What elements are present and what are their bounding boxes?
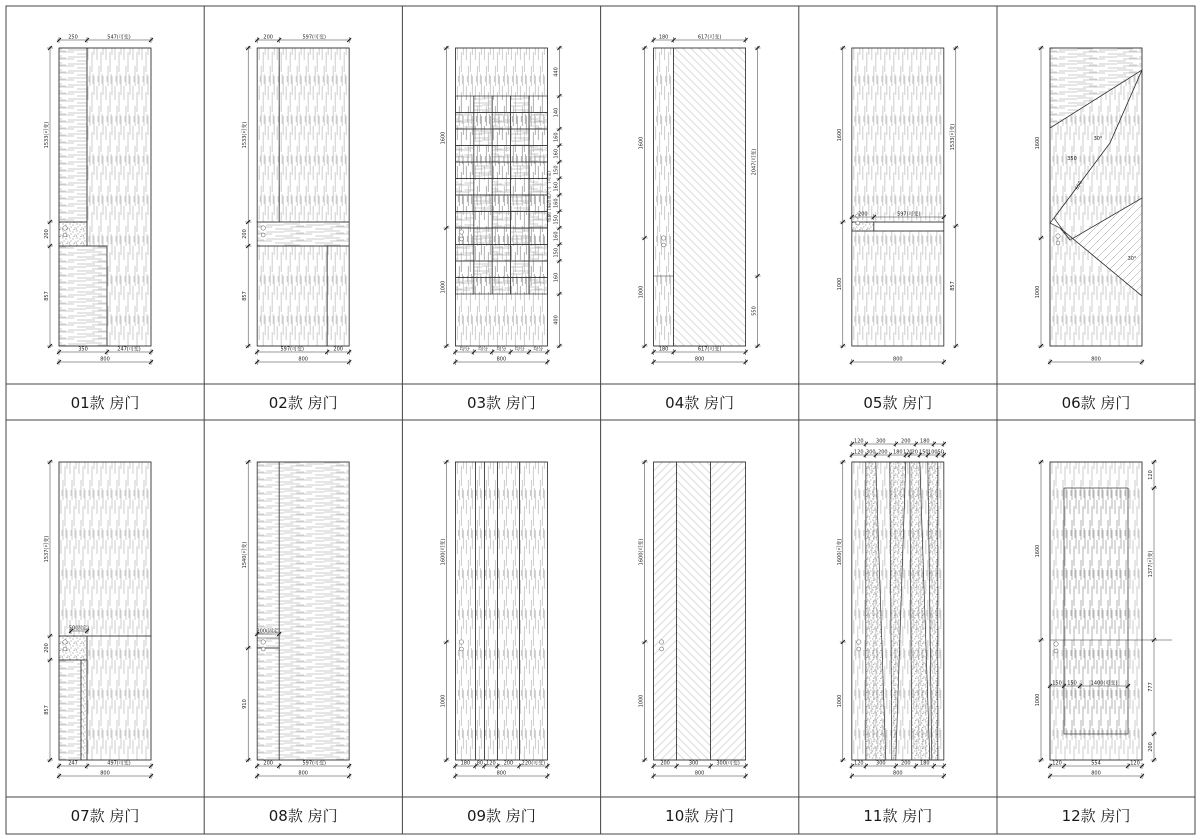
checker-tile (492, 195, 510, 212)
vertical-strip (475, 462, 484, 760)
dimension-label: 800 (496, 770, 507, 777)
dimension-label: 30° (1127, 256, 1137, 262)
lower-panel (852, 231, 944, 346)
dimension-label: 350 (78, 346, 88, 353)
dimension-label: 50(固定) (68, 625, 90, 632)
dimension-label: 160 (553, 231, 560, 242)
dimension-label: 1600(可变) (836, 538, 843, 566)
checker-tile (455, 129, 473, 146)
dimension-label: 20 (911, 449, 918, 456)
dimension-label: 均分 (496, 346, 507, 353)
dimension-label: 120 (1148, 470, 1154, 480)
panel-area (279, 48, 349, 222)
vertical-strip (497, 462, 519, 760)
dimension-label: 100 (928, 449, 938, 456)
dimension-label: 180 (658, 34, 669, 41)
vertical-strip (519, 462, 547, 760)
door-lock-icon (459, 647, 463, 651)
dimension-label: 1000 (638, 694, 645, 708)
door-handle-icon (261, 226, 265, 230)
dimension-label: 120 (486, 760, 496, 767)
door-caption-02: 02款 房门 (268, 394, 338, 412)
dimension-label: 2047(可变) (751, 148, 758, 176)
dimension-label: 800 (298, 356, 308, 363)
dimension-label: 1600 (1035, 544, 1041, 558)
dimension-label: 120 (854, 449, 864, 456)
dimension-label: 均分 (533, 346, 544, 353)
door-drawing-11 (836, 439, 946, 780)
dimension-label: 300(可变) (716, 760, 740, 767)
lower-left-panel (257, 648, 279, 760)
checker-tile (455, 245, 473, 262)
checker-tile (474, 129, 492, 146)
dimension-label: 1537(可变) (44, 535, 50, 563)
panel-area (59, 48, 87, 222)
dimension-label: 80 (476, 760, 484, 767)
dimension-label: 200 (901, 760, 911, 767)
dimension-label: 247(可变) (117, 346, 141, 353)
checker-tile (474, 278, 492, 295)
checker-tile (511, 278, 529, 295)
checker-tile (455, 162, 473, 179)
dimension-label: 180 (920, 438, 930, 445)
dimension-label: 800 (298, 770, 308, 777)
checker-tile (492, 228, 510, 245)
door-drawing-02 (241, 34, 351, 366)
door-caption-07: 07款 房门 (70, 807, 140, 825)
dimension-label: 200 (44, 643, 50, 653)
dimension-label: 120 (854, 438, 864, 445)
checker-tile (511, 179, 529, 196)
dimension-label: 200 (660, 760, 670, 767)
checker-tile (529, 179, 547, 196)
checker-tile (511, 261, 529, 278)
door-handle-icon (661, 236, 665, 240)
dimension-label: 1377(可变) (1148, 550, 1154, 578)
dimension-label: 1600 (440, 131, 447, 145)
door-caption-05: 05款 房门 (863, 394, 933, 412)
dimension-label: 150 (553, 165, 560, 176)
door-handle-icon (459, 230, 463, 234)
checker-tile (529, 228, 547, 245)
dimension-label: 350 (1067, 156, 1077, 162)
checker-tile (529, 245, 547, 262)
dimension-label: 220(可变) (521, 760, 546, 767)
dimension-label: 均分 (477, 346, 489, 353)
dimension-label: 200 (858, 211, 868, 218)
dimension-label: 300 (688, 760, 699, 767)
vertical-note: 根据门扇高度尺寸（可变） (547, 168, 553, 222)
door-handle-icon (1054, 642, 1058, 646)
door-handle-icon (1056, 234, 1060, 238)
dimension-label: 440 (553, 67, 560, 77)
dimension-label: 200 (901, 438, 911, 445)
panel-area (257, 48, 279, 222)
checker-tile (529, 96, 547, 113)
upper-left-panel (257, 462, 279, 648)
door-caption-11: 11款 房门 (863, 807, 933, 825)
dimension-label: 200 (333, 346, 343, 353)
door-lock-icon (261, 233, 265, 237)
door-caption-12: 12款 房门 (1061, 807, 1131, 825)
dimension-label: 800 (893, 770, 903, 777)
checker-tile (492, 146, 510, 163)
dimension-label: 180 (460, 760, 471, 767)
side-stile (654, 48, 674, 346)
checker-tile (474, 146, 492, 163)
dimension-label: 120 (903, 449, 913, 456)
door-drawing-08 (241, 460, 351, 779)
dimension-label: 800 (1091, 356, 1101, 363)
dimension-label: 120 (1130, 760, 1140, 767)
dimension-label: 150 (553, 214, 560, 225)
panel-area (257, 246, 327, 346)
door-handle-icon (261, 640, 265, 644)
door-lock-icon (1056, 241, 1060, 245)
checker-tile (474, 245, 492, 262)
dimension-label: 857 (242, 291, 249, 301)
dimension-label: 1533(可变) (242, 121, 249, 149)
checker-tile (492, 129, 510, 146)
checker-tile (492, 245, 510, 262)
checker-tile (492, 96, 510, 113)
door-caption-09: 09款 房门 (466, 807, 536, 825)
door-lock-icon (63, 647, 67, 651)
door-drawing-01 (43, 34, 153, 366)
door-drawing-05 (837, 46, 959, 365)
upper-panel (852, 48, 944, 222)
checker-tile (474, 96, 492, 113)
stone-inlay (852, 222, 874, 231)
dimension-label: 617(可变) (697, 346, 722, 353)
dimension-label: 200 (263, 760, 273, 767)
dimension-label: 247 (68, 760, 78, 767)
right-panel (87, 636, 151, 760)
panel-area (327, 246, 349, 346)
vertical-strip (484, 462, 497, 760)
dimension-label: 150 (553, 247, 560, 258)
door-caption-04: 04款 房门 (665, 394, 735, 412)
checker-tile (455, 96, 473, 113)
dimension-label: 300 (876, 438, 886, 445)
lower-left-panel (59, 660, 81, 760)
vertical-strip (455, 462, 475, 760)
dimension-label: 617(可变) (697, 34, 722, 41)
dimension-label: 200 (44, 229, 50, 239)
door-caption-01: 01款 房门 (70, 394, 140, 412)
checker-tile (529, 278, 547, 295)
dimension-label: 800 (100, 356, 110, 363)
stone-strip (81, 660, 87, 760)
checker-tile (529, 195, 547, 212)
door-lock-icon (63, 233, 67, 237)
dimension-label: 1000 (440, 280, 447, 294)
checker-tile (511, 113, 529, 130)
checker-tile (529, 129, 547, 146)
door-handle-icon (63, 640, 67, 644)
dimension-label: 857 (44, 291, 50, 301)
checker-tile (511, 162, 529, 179)
dimension-label: 554 (1091, 760, 1101, 767)
checker-tile (529, 261, 547, 278)
dimension-label: 50 (937, 449, 944, 456)
checker-tile (455, 261, 473, 278)
door-handle-icon (857, 640, 861, 644)
checker-tile (511, 228, 529, 245)
dimension-label: 800 (694, 770, 705, 777)
herringbone-strip (677, 462, 711, 760)
dimension-label: 1000 (1035, 693, 1041, 707)
dimension-label: 857 (44, 705, 50, 715)
door-caption-03: 03款 房门 (466, 394, 536, 412)
dimension-label: 160 (553, 148, 560, 159)
dimension-label: 400 (553, 315, 560, 325)
dimension-label: 777 (1148, 682, 1154, 692)
dimension-label: 均分 (514, 346, 525, 353)
dimension-label: 550 (751, 306, 758, 316)
metal-strip (874, 222, 944, 231)
checker-tile (492, 278, 510, 295)
herringbone-strip (711, 462, 746, 760)
dimension-label: 120 (1052, 760, 1062, 767)
checker-tile (455, 212, 473, 229)
checker-tile (455, 228, 473, 245)
dimension-label: 150 (919, 449, 929, 456)
checker-tile (455, 179, 473, 196)
checker-tile (511, 129, 529, 146)
dimension-label: 180 (658, 346, 669, 353)
dimension-label: 597(可变) (302, 760, 326, 767)
dimension-label: 1000 (836, 694, 843, 708)
door-handle-icon (63, 226, 67, 230)
checker-tile (492, 212, 510, 229)
door-drawing-06 (1035, 46, 1144, 365)
herringbone-strip (654, 462, 677, 760)
dimension-label: 1600 (836, 128, 843, 142)
checker-tile (511, 245, 529, 262)
door-lock-icon (856, 221, 860, 225)
dimension-label: 1600 (1035, 136, 1041, 150)
dimension-label: 140 (553, 107, 560, 118)
checker-tile (511, 195, 529, 212)
dimension-label: 1533(可变) (44, 121, 50, 149)
door-lock-icon (1054, 649, 1058, 653)
dimension-label: 200(固定) (256, 628, 280, 635)
dimension-label: 160 (553, 132, 560, 143)
dimension-label: 800 (694, 356, 705, 363)
checker-tile (492, 179, 510, 196)
checker-tile (511, 96, 529, 113)
checker-tile (474, 261, 492, 278)
dimension-label: 597(可变) (280, 346, 304, 353)
checker-tile (511, 212, 529, 229)
checker-tile (474, 212, 492, 229)
door-lock-icon (857, 647, 861, 651)
dimension-label: 300 (876, 760, 886, 767)
checker-tile (474, 162, 492, 179)
dimension-label: 均分 (459, 346, 470, 353)
door-caption-10: 10款 房门 (665, 807, 735, 825)
checker-tile (511, 146, 529, 163)
inner-frame-panel (1064, 488, 1128, 734)
door-lock-icon (261, 647, 265, 651)
dimension-label: 120 (854, 760, 864, 767)
dimension-label: 200 (503, 760, 514, 767)
checker-tile (455, 195, 473, 212)
dimension-label: 30° (1093, 136, 1103, 142)
door-lock-icon (459, 237, 463, 241)
door-caption-06: 06款 房门 (1061, 394, 1131, 412)
checker-tile (529, 162, 547, 179)
dimension-label: 800 (496, 356, 507, 363)
dimension-label: 1600 (638, 136, 645, 150)
checker-tile (474, 179, 492, 196)
dimension-label: 300 (866, 449, 876, 456)
dimension-label: 547(可变) (107, 34, 131, 41)
door-drawing-07 (43, 460, 153, 779)
checker-tile (492, 261, 510, 278)
dimension-label: 200 (263, 34, 273, 41)
dimension-label: 1540(可变) (242, 541, 249, 569)
dimension-label: 1600(可变) (440, 538, 447, 566)
dimension-label: 597(可变) (897, 211, 921, 218)
checker-tile (474, 113, 492, 130)
dimension-label: 800 (100, 770, 110, 777)
horizontal-band (257, 222, 349, 246)
dimension-label: 160 (553, 181, 560, 192)
dimension-label: 857 (949, 281, 956, 291)
door-drawing-12 (1035, 460, 1172, 779)
dimension-label: 1600(可变) (638, 538, 645, 566)
dimension-label: 1000 (1035, 285, 1041, 299)
dimension-label: 160 (553, 272, 560, 283)
dimension-label: 150 (1067, 680, 1077, 687)
dimension-label: 597(可变) (302, 34, 326, 41)
checker-tile (455, 146, 473, 163)
door-lock-icon (662, 243, 666, 247)
dimension-label: 150 (1052, 680, 1062, 687)
door-drawing-10 (638, 460, 748, 779)
checker-tile (474, 195, 492, 212)
dimension-label: 200 (242, 229, 249, 239)
door-handle-icon (459, 640, 463, 644)
diagonal-panel (674, 48, 746, 346)
dimension-label: 1533(可变) (949, 123, 956, 151)
panel-area (59, 246, 107, 346)
door-drawing-04 (639, 34, 761, 366)
checker-tile (492, 113, 510, 130)
door-caption-08: 08款 房门 (268, 807, 338, 825)
dimension-label: 160 (553, 198, 560, 209)
checker-tile (455, 278, 473, 295)
dimension-label: 180 (893, 449, 903, 456)
dimension-label: 250 (68, 34, 78, 41)
dimension-label: 497(可变) (107, 760, 131, 767)
checker-tile (474, 228, 492, 245)
dimension-label: 1400(可变) (1090, 680, 1118, 687)
door-drawing-03 (440, 46, 562, 365)
dimension-label: 800 (893, 356, 903, 363)
checker-tile (455, 113, 473, 130)
main-panel (279, 462, 349, 760)
dimension-label: 200 (878, 449, 888, 456)
dimension-label: 200 (1148, 742, 1154, 752)
dimension-label: 1000 (638, 285, 645, 299)
door-drawing-09 (439, 460, 549, 779)
dimension-label: 800 (1091, 770, 1101, 777)
door-handle-icon (659, 640, 663, 644)
dimension-label: 650 (1074, 179, 1085, 192)
checker-tile (529, 146, 547, 163)
upper-panel (59, 462, 151, 636)
checker-tile (529, 113, 547, 130)
checker-tile (529, 212, 547, 229)
dimension-label: 180 (920, 760, 930, 767)
dimension-label: 1000 (836, 277, 843, 291)
checker-tile (492, 162, 510, 179)
dimension-label: 910 (242, 699, 249, 709)
door-lock-icon (660, 647, 664, 651)
dimension-label: 1000 (440, 694, 447, 708)
